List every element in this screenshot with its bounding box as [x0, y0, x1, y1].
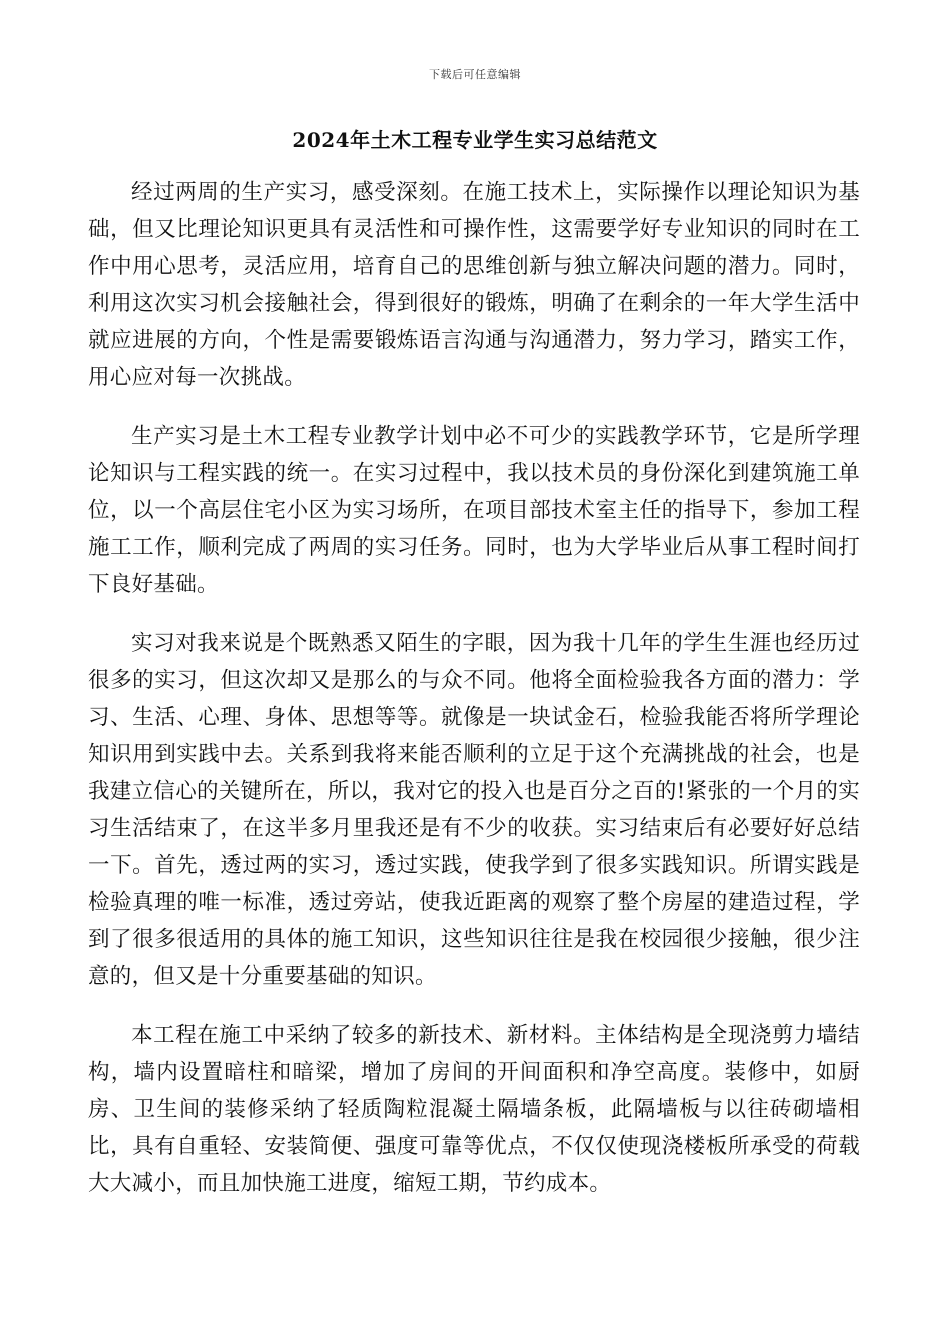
document-title: 2024年土木工程专业学生实习总结范文	[292, 128, 658, 152]
paragraph-1: 经过两周的生产实习，感受深刻。在施工技术上，实际操作以理论知识为基础，但又比理论知识更具有灵活性和可操作性，这需要学好专业知识的同时在工作中用心思考，灵活应用，培育自己的思维创新与独立解决问题的潜力。同时，利用这次实习机会接触社会，得到很好的锻炼，明确了在剩余的一年大学生活中就应进展的方向，个性是需要锻炼语言沟通与沟通潜力，努力学习，踏实工作，用心应对每一次挑战。	[88, 180, 860, 390]
paragraph-4: 本工程在施工中采纳了较多的新技术、新材料。主体结构是全现浇剪力墙结构，墙内设置暗柱和暗梁，增加了房间的开间面积和净空高度。装修中，如厨房、卫生间的装修采纳了轻质陶粒混凝土隔墙条板，此隔墙板与以往砖砌墙相比，具有自重轻、安装简便、强度可靠等优点，不仅仅使现浇楼板所承受的荷载大大减小，而且加快施工进度，缩短工期，节约成本。	[88, 1023, 860, 1196]
paragraph-3: 实习对我来说是个既熟悉又陌生的字眼，因为我十几年的学生生涯也经历过很多的实习，但这次却又是那么的与众不同。他将全面检验我各方面的潜力：学习、生活、心理、身体、思想等等。就像是一块试金石，检验我能否将所学理论知识用到实践中去。关系到我将来能否顺利的立足于这个充满挑战的社会，也是我建立信心的关键所在，所以，我对它的投入也是百分之百的!紧张的一个月的实习生活结束了，在这半多月里我还是有不少的收获。实习结束后有必要好好总结一下。首先，透过两的实习，透过实践，使我学到了很多实践知识。所谓实践是检验真理的唯一标准，透过旁站，使我近距离的观察了整个房屋的建造过程，学到了很多很适用的具体的施工知识，这些知识往往是我在校园很少接触，很少注意的，但又是十分重要基础的知识。	[88, 631, 860, 989]
document-body	[88, 174, 860, 1224]
paragraph-2: 生产实习是土木工程专业教学计划中必不可少的实践教学环节，它是所学理论知识与工程实践的统一。在实习过程中，我以技术员的身份深化到建筑施工单位，以一个高层住宅小区为实习场所，在项目部技术室主任的指导下，参加工程施工工作，顺利完成了两周的实习任务。同时，也为大学毕业后从事工程时间打下良好基础。	[88, 424, 860, 597]
header-note: 下载后可任意编辑	[429, 68, 521, 81]
